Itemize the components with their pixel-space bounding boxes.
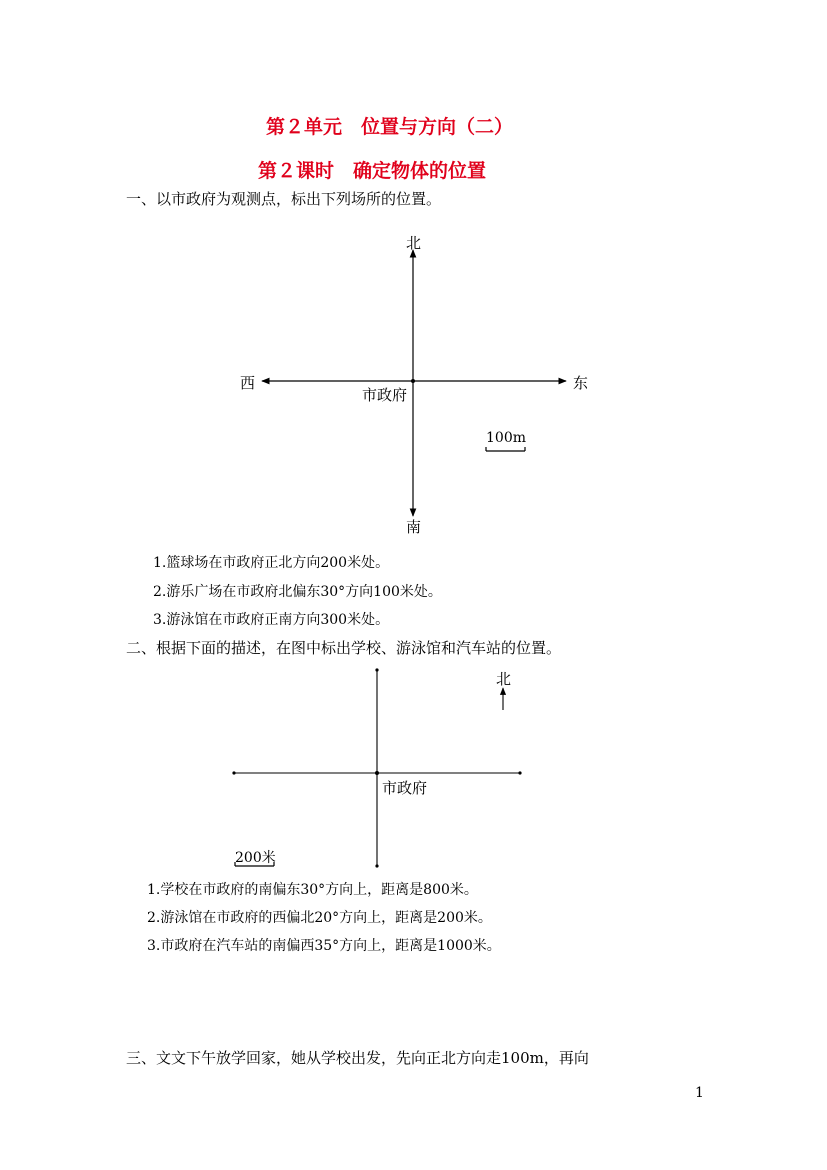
origin-dot-2	[375, 771, 379, 775]
unit-title: 第２单元 位置与方向（二）	[266, 116, 514, 138]
section1-item-1: 1.篮球场在市政府正北方向200米处。	[153, 555, 390, 571]
lesson-title: 第２课时 确定物体的位置	[258, 160, 487, 182]
section2-item-3: 3.市政府在汽车站的南偏西35°方向上，距离是1000米。	[147, 938, 501, 954]
center-label-2: 市政府	[382, 779, 428, 797]
origin-dot-1	[411, 379, 415, 383]
section3-heading: 三、文文下午放学回家，她从学校出发，先向正北方向走100m，再向	[126, 1049, 589, 1067]
section2-item-1: 1.学校在市政府的南偏东30°方向上，距离是800米。	[147, 882, 478, 898]
page-number: 1	[695, 1085, 704, 1101]
section2-heading: 二、根据下面的描述，在图中标出学校、游泳馆和汽车站的位置。	[126, 639, 562, 657]
north-label-2: 北	[496, 670, 512, 688]
scale-label-1: 100m	[486, 430, 526, 446]
east-label-1: 东	[573, 374, 589, 392]
south-label-1: 南	[406, 518, 422, 536]
center-label-1: 市政府	[362, 386, 408, 404]
section1-item-2: 2.游乐广场在市政府北偏东30°方向100米处。	[153, 584, 442, 600]
section2-item-2: 2.游泳馆在市政府的西偏北20°方向上，距离是200米。	[147, 910, 492, 926]
section1-heading: 一、以市政府为观测点，标出下列场所的位置。	[126, 190, 442, 208]
west-label-1: 西	[240, 374, 256, 392]
north-label-1: 北	[406, 234, 422, 252]
scale-label-2: 200米	[235, 850, 276, 866]
section1-item-3: 3.游泳馆在市政府正南方向300米处。	[153, 612, 390, 628]
